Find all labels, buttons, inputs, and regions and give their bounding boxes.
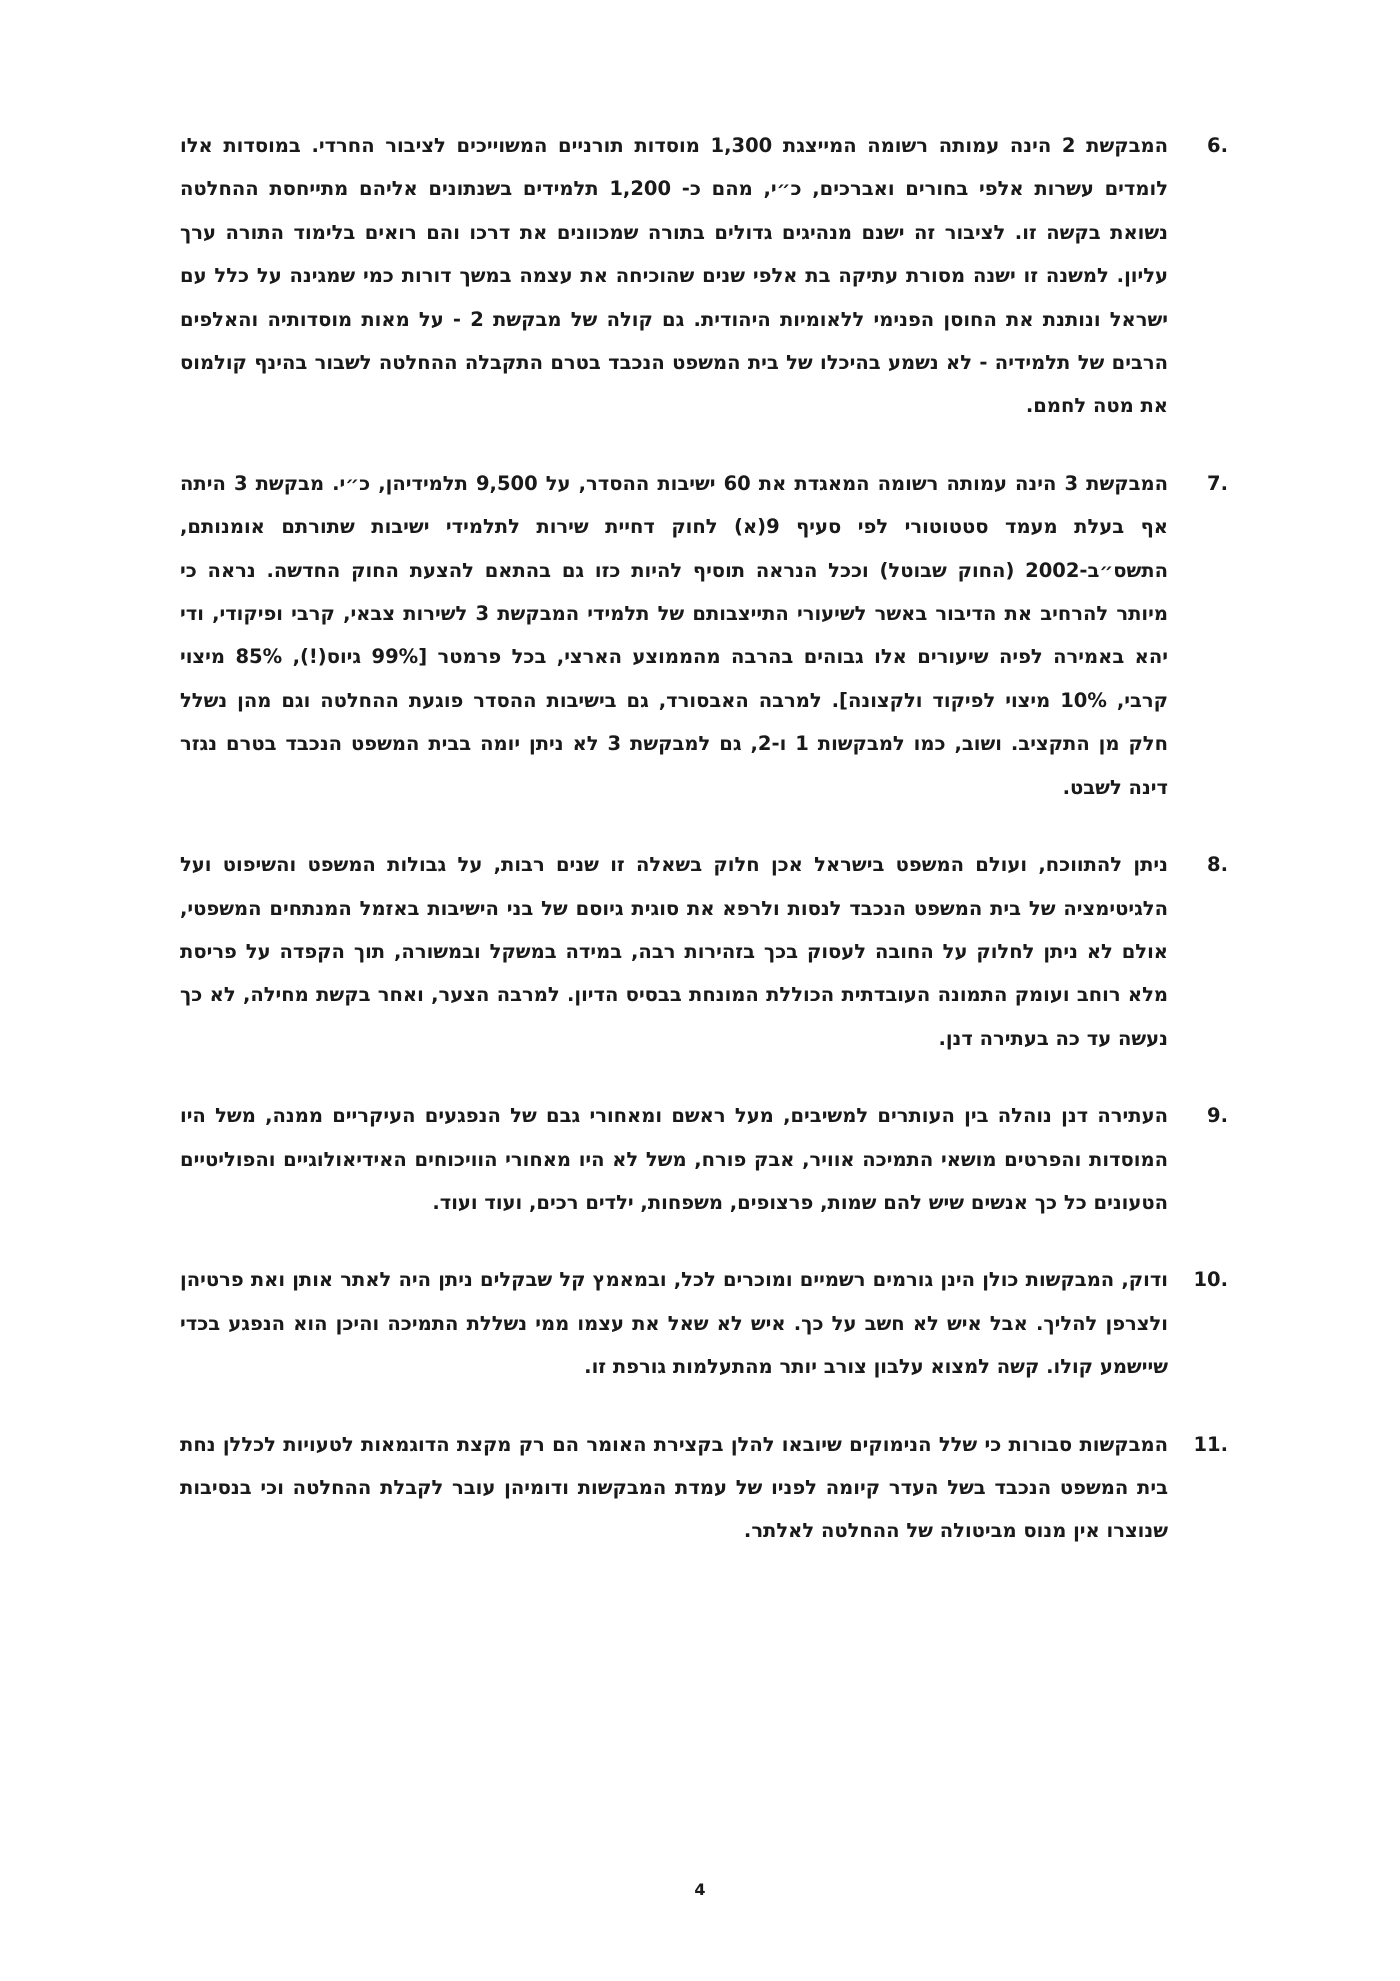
paragraph-text: ודוק, המבקשות כולן הינן גורמים רשמיים ומוכרים לכל, ובמאמץ קל שבקלים ניתן היה לאתר אותן ואת פרטיהן ולצרפן להליך. אבל איש לא חשב על כך. איש לא שאל את עצמו ממי נשללת התמיכה והיכן הוא הנפגע בכדי שיישמע קולו. קשה למצוא עלבון צורב יותר מהתעלמות גורפת זו. xyxy=(180,1268,1168,1379)
paragraph-number: 9. xyxy=(1207,1104,1228,1128)
paragraph-number: 6. xyxy=(1207,134,1228,157)
paragraph-number: 10. xyxy=(1193,1268,1228,1292)
paragraph-text: המבקשת 2 הינה עמותה רשומה המייצגת 1,300 מוסדות תורניים המשוייכים לציבור החרדי. במוסדות אלו לומדים עשרות אלפי בחורים ואברכים, כ״י, מהם כ- 1,200 תלמידים בשנתונים אליהם מתייחסת ההחלטה נשואת בקשה זו. לציבור זה ישנם מנהיגים גדולים בתורה שמכוונים את דרכו והם רואים בלימוד התורה ערך עליון. למשנה זו ישנה מסורת עתיקה בת אלפי שנים שהוכיחה את עצמה במשך דורות כמי שמגינה על כלל עם ישראל ונותנת את החוסן הפנימי ללאומיות היהודית. גם קולה של מבקשת 2 - על מאות מוסדותיה והאלפים הרבים של תלמידיה - לא נשמע בהיכלו של בית המשפט הנכבד בטרם התקבלה ההחלטה לשבור בהינף קולמוס את מטה לחמם. xyxy=(180,134,1169,418)
paragraph-9 xyxy=(180,1094,1228,1224)
paragraph-text: המבקשת 3 הינה עמותה רשומה המאגדת את 60 ישיבות ההסדר, על 9,500 תלמידיהן, כ״י. מבקשת 3 היתה אף בעלת מעמד סטטוטורי לפי סעיף 9(א) לחוק דחיית שירות לתלמידי ישיבות שתורתם אומנותם, התשס״ב-2002 (החוק שבוטל) וככל הנראה תוסיף להיות כזו גם בהתאם להצעת החוק החדשה. נראה כי מיותר להרחיב את הדיבור באשר לשיעורי התייצבותם של תלמידי המבקשת 3 לשירות צבאי, קרבי ופיקודי, ודי יהא באמירה לפיה שיעורים אלו גבוהים בהרבה מהממוצע הארצי, בכל פרמטר [99% גיוס(!), 85% מיצוי קרבי, 10% מיצוי לפיקוד ולקצונה]. למרבה האבסורד, גם בישיבות ההסדר פוגעת ההחלטה וגם מהן נשלל חלק מן התקציב. ושוב, כמו למבקשות 1 ו-2, גם למבקשת 3 לא ניתן יומה בבית המשפט הנכבד בטרם נגזר דינה לשבט. xyxy=(180,471,1168,799)
paragraph-6 xyxy=(180,124,1228,428)
paragraph-8 xyxy=(180,843,1228,1060)
paragraph-number: 11. xyxy=(1193,1432,1228,1456)
paragraph-number: 8. xyxy=(1207,853,1228,877)
paragraph-10 xyxy=(180,1258,1228,1388)
page-number: 4 xyxy=(694,1880,706,1899)
paragraph-text: המבקשות סבורות כי שלל הנימוקים שיובאו להלן בקצירת האומר הם רק מקצת הדוגמאות לטעויות לכללן נחת בית המשפט הנכבד בשל העדר קיומה לפניו של עמדת המבקשות ודומיהן עובר לקבלת ההחלטה וכי בנסיבות שנוצרו אין מנוס מביטולה של ההחלטה לאלתר. xyxy=(180,1432,1168,1543)
paragraph-7 xyxy=(180,462,1228,809)
paragraph-11 xyxy=(180,1423,1228,1553)
document-body xyxy=(180,124,1228,1587)
paragraph-number: 7. xyxy=(1207,471,1228,495)
paragraph-text: העתירה דנן נוהלה בין העותרים למשיבים, מעל ראשם ומאחורי גבם של הנפגעים העיקריים ממנה, משל היו המוסדות והפרטים מושאי התמיכה אוויר, אבק פורח, משל לא היו מאחורי הוויכוחים האידיאולוגיים והפוליטיים הטעונים כל כך אנשים שיש להם שמות, פרצופים, משפחות, ילדים רכים, ועוד ועוד. xyxy=(180,1104,1168,1214)
paragraph-text: ניתן להתווכח, ועולם המשפט בישראל אכן חלוק בשאלה זו שנים רבות, על גבולות המשפט והשיפוט ועל הלגיטימציה של בית המשפט הנכבד לנסות ולרפא את סוגית גיוסם של בני הישיבות באזמל המנתחים המשפטי, אולם לא ניתן לחלוק על החובה לעסוק בכך בזהירות רבה, במידה במשקל ובמשורה, תוך הקפדה על פריסת מלא רוחב ועומק התמונה העובדתית הכוללת המונחת בבסיס הדיון. למרבה הצער, ואחר בקשת מחילה, לא כך נעשה עד כה בעתירה דנן. xyxy=(180,853,1168,1050)
